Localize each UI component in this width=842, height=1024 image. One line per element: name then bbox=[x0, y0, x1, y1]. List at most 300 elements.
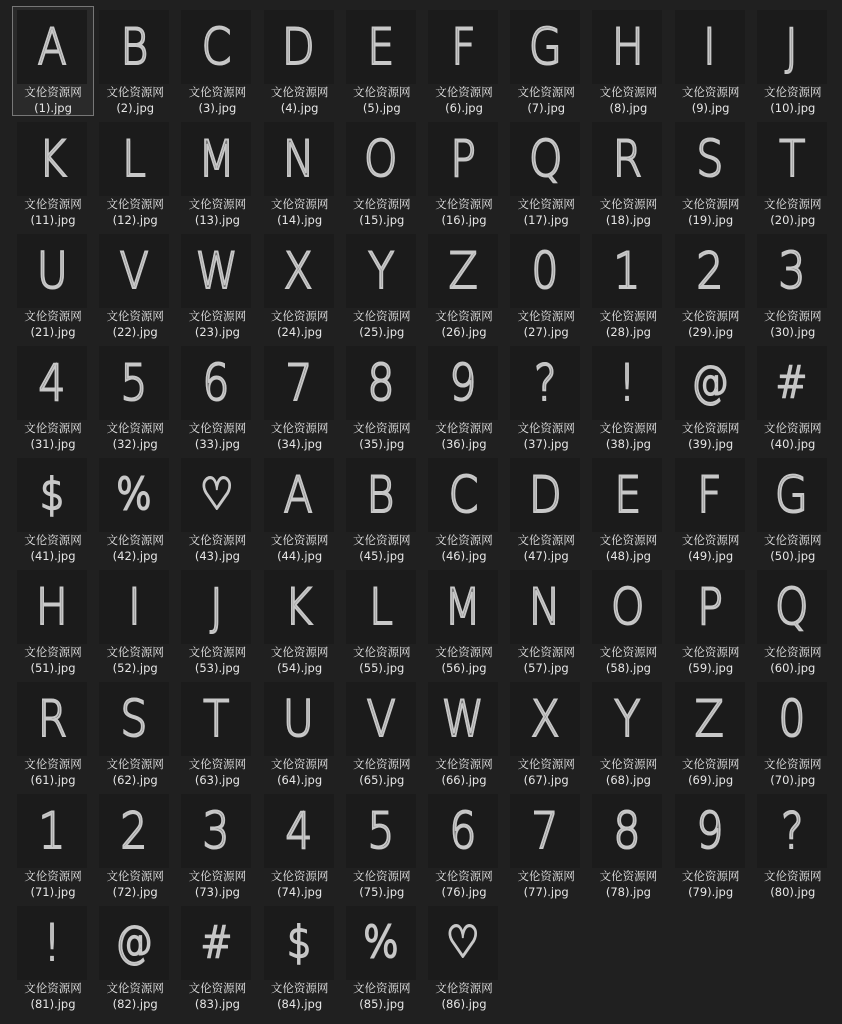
file-item[interactable] bbox=[505, 230, 587, 340]
file-item[interactable] bbox=[94, 342, 176, 452]
file-item[interactable] bbox=[670, 454, 752, 564]
file-item[interactable] bbox=[341, 342, 423, 452]
file-name[interactable] bbox=[670, 308, 752, 340]
file-thumbnail[interactable] bbox=[428, 346, 498, 420]
thumbnail-glyph: P bbox=[450, 130, 476, 188]
file-item[interactable] bbox=[259, 566, 341, 676]
file-item[interactable] bbox=[259, 342, 341, 452]
file-name[interactable] bbox=[752, 756, 834, 788]
file-item[interactable] bbox=[752, 342, 834, 452]
file-item[interactable] bbox=[670, 790, 752, 900]
file-item[interactable] bbox=[176, 678, 258, 788]
file-thumbnail[interactable] bbox=[510, 682, 580, 756]
file-name[interactable] bbox=[12, 420, 94, 452]
file-thumbnail[interactable] bbox=[264, 346, 334, 420]
file-thumbnail[interactable] bbox=[675, 458, 745, 532]
file-thumbnail[interactable] bbox=[264, 122, 334, 196]
file-thumbnail[interactable] bbox=[17, 682, 87, 756]
file-item[interactable] bbox=[12, 342, 94, 452]
file-thumbnail[interactable] bbox=[346, 10, 416, 84]
file-name[interactable] bbox=[670, 196, 752, 228]
file-thumbnail[interactable] bbox=[181, 10, 251, 84]
file-name[interactable] bbox=[259, 84, 341, 116]
thumbnail-glyph: E bbox=[367, 18, 395, 76]
file-item[interactable] bbox=[12, 454, 94, 564]
thumbnail-glyph: ♡ bbox=[446, 917, 480, 968]
file-item[interactable] bbox=[259, 230, 341, 340]
file-item[interactable] bbox=[259, 118, 341, 228]
file-name[interactable] bbox=[752, 196, 834, 228]
file-thumbnail[interactable] bbox=[675, 682, 745, 756]
file-name-suffix: (37).jpg bbox=[523, 437, 569, 451]
file-item[interactable] bbox=[94, 6, 176, 116]
file-name[interactable] bbox=[587, 532, 669, 564]
file-thumbnail[interactable] bbox=[675, 10, 745, 84]
file-name[interactable] bbox=[752, 84, 834, 116]
file-name-suffix: (81).jpg bbox=[30, 997, 76, 1011]
file-name[interactable] bbox=[587, 868, 669, 900]
file-name[interactable] bbox=[341, 644, 423, 676]
file-item[interactable] bbox=[423, 566, 505, 676]
file-item[interactable] bbox=[752, 678, 834, 788]
file-thumbnail[interactable] bbox=[757, 794, 827, 868]
file-name-prefix: 文伦资源网 bbox=[517, 309, 575, 323]
file-thumbnail[interactable] bbox=[675, 122, 745, 196]
file-item[interactable] bbox=[505, 118, 587, 228]
file-thumbnail[interactable] bbox=[757, 122, 827, 196]
file-item[interactable] bbox=[670, 118, 752, 228]
file-name[interactable] bbox=[12, 644, 94, 676]
file-name[interactable] bbox=[752, 532, 834, 564]
file-name[interactable] bbox=[670, 532, 752, 564]
file-item[interactable] bbox=[12, 118, 94, 228]
file-name[interactable] bbox=[94, 980, 176, 1012]
file-name[interactable] bbox=[670, 644, 752, 676]
file-name[interactable] bbox=[176, 196, 258, 228]
file-name-prefix: 文伦资源网 bbox=[24, 869, 82, 883]
file-name[interactable] bbox=[423, 308, 505, 340]
file-name-prefix: 文伦资源网 bbox=[270, 533, 329, 547]
file-thumbnail[interactable] bbox=[264, 10, 334, 84]
file-name[interactable] bbox=[423, 196, 505, 228]
thumbnail-glyph: D bbox=[282, 18, 315, 76]
file-thumbnail[interactable] bbox=[181, 682, 251, 756]
file-name[interactable] bbox=[94, 644, 176, 676]
file-name[interactable] bbox=[12, 308, 94, 340]
thumbnail-glyph: 4 bbox=[38, 354, 66, 412]
file-item[interactable] bbox=[341, 678, 423, 788]
file-item[interactable] bbox=[341, 6, 423, 116]
file-thumbnail[interactable] bbox=[675, 234, 745, 308]
file-thumbnail[interactable] bbox=[675, 570, 745, 644]
file-item[interactable] bbox=[12, 566, 94, 676]
file-thumbnail[interactable] bbox=[17, 234, 87, 308]
file-name[interactable] bbox=[12, 84, 94, 116]
file-thumbnail[interactable] bbox=[346, 122, 416, 196]
file-thumbnail[interactable] bbox=[17, 10, 87, 84]
file-thumbnail[interactable] bbox=[346, 794, 416, 868]
thumbnail-glyph: X bbox=[284, 242, 314, 300]
file-name[interactable] bbox=[94, 532, 176, 564]
file-name[interactable] bbox=[423, 756, 505, 788]
file-thumbnail[interactable] bbox=[592, 570, 662, 644]
file-item[interactable] bbox=[12, 902, 94, 1012]
file-name-suffix: (80).jpg bbox=[770, 885, 816, 899]
file-thumbnail[interactable] bbox=[428, 458, 498, 532]
file-thumbnail[interactable] bbox=[757, 458, 827, 532]
file-thumbnail[interactable] bbox=[346, 346, 416, 420]
file-item[interactable] bbox=[94, 566, 176, 676]
file-thumbnail[interactable] bbox=[428, 682, 498, 756]
thumbnail-glyph: P bbox=[696, 578, 723, 636]
file-thumbnail[interactable] bbox=[99, 346, 169, 420]
file-name[interactable] bbox=[94, 420, 176, 452]
file-item[interactable] bbox=[587, 454, 669, 564]
file-name[interactable] bbox=[587, 420, 669, 452]
file-thumbnail[interactable] bbox=[99, 458, 169, 532]
file-name[interactable] bbox=[670, 756, 752, 788]
file-name[interactable] bbox=[341, 308, 423, 340]
file-item[interactable] bbox=[176, 566, 258, 676]
file-name[interactable] bbox=[423, 980, 505, 1012]
file-name[interactable] bbox=[341, 196, 423, 228]
file-thumbnail[interactable] bbox=[592, 346, 662, 420]
file-name[interactable] bbox=[259, 980, 341, 1012]
file-thumbnail[interactable] bbox=[264, 458, 334, 532]
file-name[interactable] bbox=[341, 84, 423, 116]
file-name[interactable] bbox=[259, 308, 341, 340]
file-name[interactable] bbox=[176, 756, 258, 788]
file-name-suffix: (69).jpg bbox=[688, 773, 734, 787]
file-name[interactable] bbox=[94, 756, 176, 788]
file-item[interactable] bbox=[670, 678, 752, 788]
file-name[interactable] bbox=[423, 868, 505, 900]
file-item[interactable] bbox=[259, 454, 341, 564]
file-item[interactable] bbox=[176, 454, 258, 564]
file-name[interactable] bbox=[94, 84, 176, 116]
file-name[interactable] bbox=[587, 644, 669, 676]
file-thumbnail[interactable] bbox=[428, 906, 498, 980]
file-item[interactable] bbox=[94, 790, 176, 900]
file-item[interactable] bbox=[670, 230, 752, 340]
file-thumbnail[interactable] bbox=[757, 10, 827, 84]
file-name[interactable] bbox=[752, 644, 834, 676]
file-item[interactable] bbox=[341, 454, 423, 564]
file-name-prefix: 文伦资源网 bbox=[353, 981, 411, 995]
file-name[interactable] bbox=[587, 84, 669, 116]
file-item[interactable] bbox=[12, 678, 94, 788]
file-item[interactable] bbox=[587, 566, 669, 676]
file-name-prefix: 文伦资源网 bbox=[435, 869, 493, 883]
file-name-prefix: 文伦资源网 bbox=[353, 197, 411, 211]
file-item[interactable] bbox=[176, 790, 258, 900]
file-thumbnail[interactable] bbox=[428, 234, 498, 308]
file-name[interactable] bbox=[423, 420, 505, 452]
file-item[interactable] bbox=[423, 118, 505, 228]
file-name[interactable] bbox=[94, 308, 176, 340]
file-item[interactable] bbox=[752, 566, 834, 676]
file-name[interactable] bbox=[259, 196, 341, 228]
file-thumbnail[interactable] bbox=[17, 570, 87, 644]
file-thumbnail[interactable] bbox=[346, 570, 416, 644]
file-item[interactable] bbox=[94, 678, 176, 788]
file-thumbnail[interactable] bbox=[428, 794, 498, 868]
file-name-suffix: (70).jpg bbox=[770, 773, 816, 787]
file-name[interactable] bbox=[670, 420, 752, 452]
file-item[interactable] bbox=[752, 790, 834, 900]
file-name-suffix: (18).jpg bbox=[605, 213, 651, 227]
file-name-suffix: (73).jpg bbox=[194, 885, 240, 899]
file-item[interactable] bbox=[341, 230, 423, 340]
file-name[interactable] bbox=[752, 420, 834, 452]
thumbnail-glyph: ! bbox=[618, 354, 636, 412]
thumbnail-glyph: N bbox=[529, 578, 562, 636]
file-item[interactable] bbox=[505, 566, 587, 676]
file-name[interactable] bbox=[176, 532, 258, 564]
file-item[interactable] bbox=[670, 342, 752, 452]
file-name-suffix: (64).jpg bbox=[277, 773, 323, 787]
file-name-suffix: (66).jpg bbox=[441, 773, 487, 787]
file-item[interactable] bbox=[423, 6, 505, 116]
file-name-suffix: (45).jpg bbox=[359, 549, 405, 563]
file-name[interactable] bbox=[341, 868, 423, 900]
file-thumbnail[interactable] bbox=[510, 234, 580, 308]
file-name[interactable] bbox=[587, 196, 669, 228]
file-item[interactable] bbox=[423, 230, 505, 340]
file-name[interactable] bbox=[12, 532, 94, 564]
file-thumbnail[interactable] bbox=[592, 234, 662, 308]
file-thumbnail[interactable] bbox=[592, 10, 662, 84]
file-thumbnail[interactable] bbox=[17, 458, 87, 532]
file-item[interactable] bbox=[505, 342, 587, 452]
file-name[interactable] bbox=[94, 196, 176, 228]
file-name[interactable] bbox=[752, 308, 834, 340]
file-thumbnail[interactable] bbox=[346, 682, 416, 756]
file-item[interactable] bbox=[341, 902, 423, 1012]
file-name[interactable] bbox=[94, 868, 176, 900]
file-item[interactable] bbox=[587, 678, 669, 788]
file-item[interactable] bbox=[259, 790, 341, 900]
file-thumbnail[interactable] bbox=[675, 794, 745, 868]
file-thumbnail[interactable] bbox=[428, 122, 498, 196]
file-item[interactable] bbox=[752, 118, 834, 228]
file-thumbnail[interactable] bbox=[510, 570, 580, 644]
file-item[interactable] bbox=[752, 454, 834, 564]
file-item[interactable] bbox=[423, 342, 505, 452]
file-name[interactable] bbox=[505, 532, 587, 564]
file-thumbnail[interactable] bbox=[181, 906, 251, 980]
file-item[interactable] bbox=[259, 678, 341, 788]
file-item[interactable] bbox=[423, 902, 505, 1012]
file-item[interactable] bbox=[176, 230, 258, 340]
thumbnail-glyph: 7 bbox=[531, 802, 559, 860]
file-name-suffix: (58).jpg bbox=[605, 661, 651, 675]
file-name[interactable] bbox=[505, 420, 587, 452]
file-thumbnail[interactable] bbox=[346, 906, 416, 980]
file-item[interactable] bbox=[259, 6, 341, 116]
file-name-prefix: 文伦资源网 bbox=[106, 645, 164, 659]
file-name[interactable] bbox=[176, 980, 258, 1012]
file-item[interactable] bbox=[670, 566, 752, 676]
file-thumbnail[interactable] bbox=[17, 346, 87, 420]
file-name[interactable] bbox=[423, 84, 505, 116]
file-thumbnail[interactable] bbox=[757, 346, 827, 420]
file-item[interactable] bbox=[670, 6, 752, 116]
file-thumbnail[interactable] bbox=[99, 570, 169, 644]
file-item[interactable] bbox=[505, 6, 587, 116]
file-thumbnail[interactable] bbox=[181, 122, 251, 196]
file-name[interactable] bbox=[259, 756, 341, 788]
file-thumbnail[interactable] bbox=[510, 346, 580, 420]
file-name[interactable] bbox=[176, 868, 258, 900]
file-name-suffix: (12).jpg bbox=[112, 213, 158, 227]
file-item[interactable] bbox=[423, 454, 505, 564]
file-item[interactable] bbox=[341, 566, 423, 676]
file-name-suffix: (4).jpg bbox=[280, 101, 319, 115]
file-name[interactable] bbox=[176, 644, 258, 676]
file-item[interactable] bbox=[587, 342, 669, 452]
file-item[interactable] bbox=[341, 790, 423, 900]
file-item[interactable] bbox=[505, 454, 587, 564]
file-item[interactable] bbox=[176, 118, 258, 228]
thumbnail-glyph: N bbox=[282, 130, 315, 188]
file-thumbnail[interactable] bbox=[346, 234, 416, 308]
file-name[interactable] bbox=[423, 532, 505, 564]
file-item[interactable] bbox=[587, 790, 669, 900]
file-name[interactable] bbox=[12, 980, 94, 1012]
thumbnail-glyph: 8 bbox=[613, 802, 641, 860]
file-item[interactable] bbox=[587, 6, 669, 116]
file-name-suffix: (43).jpg bbox=[194, 549, 240, 563]
file-thumbnail[interactable] bbox=[264, 906, 334, 980]
file-item[interactable] bbox=[12, 6, 94, 116]
file-thumbnail[interactable] bbox=[181, 346, 251, 420]
file-name[interactable] bbox=[670, 84, 752, 116]
file-thumbnail[interactable] bbox=[428, 570, 498, 644]
file-item[interactable] bbox=[752, 6, 834, 116]
file-item[interactable] bbox=[12, 230, 94, 340]
thumbnail-glyph: % bbox=[363, 917, 399, 968]
file-name[interactable] bbox=[505, 84, 587, 116]
file-item[interactable] bbox=[176, 6, 258, 116]
file-name[interactable] bbox=[12, 196, 94, 228]
file-thumbnail[interactable] bbox=[757, 682, 827, 756]
file-name[interactable] bbox=[176, 420, 258, 452]
file-item[interactable] bbox=[587, 118, 669, 228]
file-item[interactable] bbox=[587, 230, 669, 340]
file-thumbnail[interactable] bbox=[675, 346, 745, 420]
file-name[interactable] bbox=[341, 756, 423, 788]
file-thumbnail[interactable] bbox=[99, 10, 169, 84]
file-thumbnail[interactable] bbox=[99, 234, 169, 308]
file-name[interactable] bbox=[259, 420, 341, 452]
file-name[interactable] bbox=[505, 868, 587, 900]
file-name[interactable] bbox=[670, 868, 752, 900]
file-thumbnail[interactable] bbox=[99, 682, 169, 756]
file-item[interactable] bbox=[176, 342, 258, 452]
file-thumbnail[interactable] bbox=[592, 458, 662, 532]
file-thumbnail[interactable] bbox=[181, 794, 251, 868]
file-name[interactable] bbox=[259, 532, 341, 564]
file-name[interactable] bbox=[341, 532, 423, 564]
file-thumbnail[interactable] bbox=[17, 122, 87, 196]
file-thumbnail[interactable] bbox=[757, 570, 827, 644]
file-name[interactable] bbox=[341, 420, 423, 452]
file-name[interactable] bbox=[505, 756, 587, 788]
file-item[interactable] bbox=[94, 230, 176, 340]
file-thumbnail[interactable] bbox=[510, 794, 580, 868]
thumbnail-glyph: S bbox=[120, 690, 148, 748]
file-name-prefix: 文伦资源网 bbox=[353, 869, 411, 883]
file-thumbnail[interactable] bbox=[99, 794, 169, 868]
file-thumbnail[interactable] bbox=[592, 682, 662, 756]
file-thumbnail[interactable] bbox=[428, 10, 498, 84]
file-thumbnail[interactable] bbox=[264, 794, 334, 868]
file-name[interactable] bbox=[12, 756, 94, 788]
file-thumbnail[interactable] bbox=[510, 458, 580, 532]
file-name[interactable] bbox=[505, 308, 587, 340]
file-item[interactable] bbox=[94, 118, 176, 228]
file-thumbnail[interactable] bbox=[346, 458, 416, 532]
file-name[interactable] bbox=[259, 644, 341, 676]
file-thumbnail[interactable] bbox=[264, 234, 334, 308]
file-item[interactable] bbox=[259, 902, 341, 1012]
file-name[interactable] bbox=[423, 644, 505, 676]
file-thumbnail[interactable] bbox=[17, 906, 87, 980]
file-name[interactable] bbox=[259, 868, 341, 900]
file-name[interactable] bbox=[341, 980, 423, 1012]
file-name[interactable] bbox=[587, 308, 669, 340]
file-thumbnail[interactable] bbox=[181, 458, 251, 532]
file-thumbnail[interactable] bbox=[264, 682, 334, 756]
thumbnail-glyph: W bbox=[441, 690, 485, 748]
thumbnail-glyph: 2 bbox=[696, 242, 724, 300]
file-name[interactable] bbox=[752, 868, 834, 900]
file-item[interactable] bbox=[423, 790, 505, 900]
file-thumbnail[interactable] bbox=[757, 234, 827, 308]
file-item[interactable] bbox=[752, 230, 834, 340]
file-name[interactable] bbox=[505, 644, 587, 676]
file-thumbnail[interactable] bbox=[510, 122, 580, 196]
file-thumbnail[interactable] bbox=[510, 10, 580, 84]
file-item[interactable] bbox=[505, 790, 587, 900]
file-thumbnail[interactable] bbox=[17, 794, 87, 868]
file-name[interactable] bbox=[587, 756, 669, 788]
file-item[interactable] bbox=[176, 902, 258, 1012]
file-thumbnail[interactable] bbox=[181, 570, 251, 644]
file-item[interactable] bbox=[94, 902, 176, 1012]
file-item[interactable] bbox=[423, 678, 505, 788]
file-name-prefix: 文伦资源网 bbox=[517, 85, 575, 99]
file-thumbnail[interactable] bbox=[592, 794, 662, 868]
file-thumbnail[interactable] bbox=[99, 906, 169, 980]
file-item[interactable] bbox=[341, 118, 423, 228]
file-thumbnail[interactable] bbox=[592, 122, 662, 196]
file-item[interactable] bbox=[12, 790, 94, 900]
file-name[interactable] bbox=[505, 196, 587, 228]
file-name[interactable] bbox=[12, 868, 94, 900]
file-thumbnail[interactable] bbox=[181, 234, 251, 308]
file-name-suffix: (59).jpg bbox=[688, 661, 734, 675]
file-name[interactable] bbox=[176, 308, 258, 340]
file-name[interactable] bbox=[176, 84, 258, 116]
file-item[interactable] bbox=[505, 678, 587, 788]
file-thumbnail[interactable] bbox=[264, 570, 334, 644]
file-thumbnail[interactable] bbox=[99, 122, 169, 196]
file-item[interactable] bbox=[94, 454, 176, 564]
file-name-suffix: (83).jpg bbox=[194, 997, 240, 1011]
thumbnail-glyph: $ bbox=[40, 469, 64, 520]
